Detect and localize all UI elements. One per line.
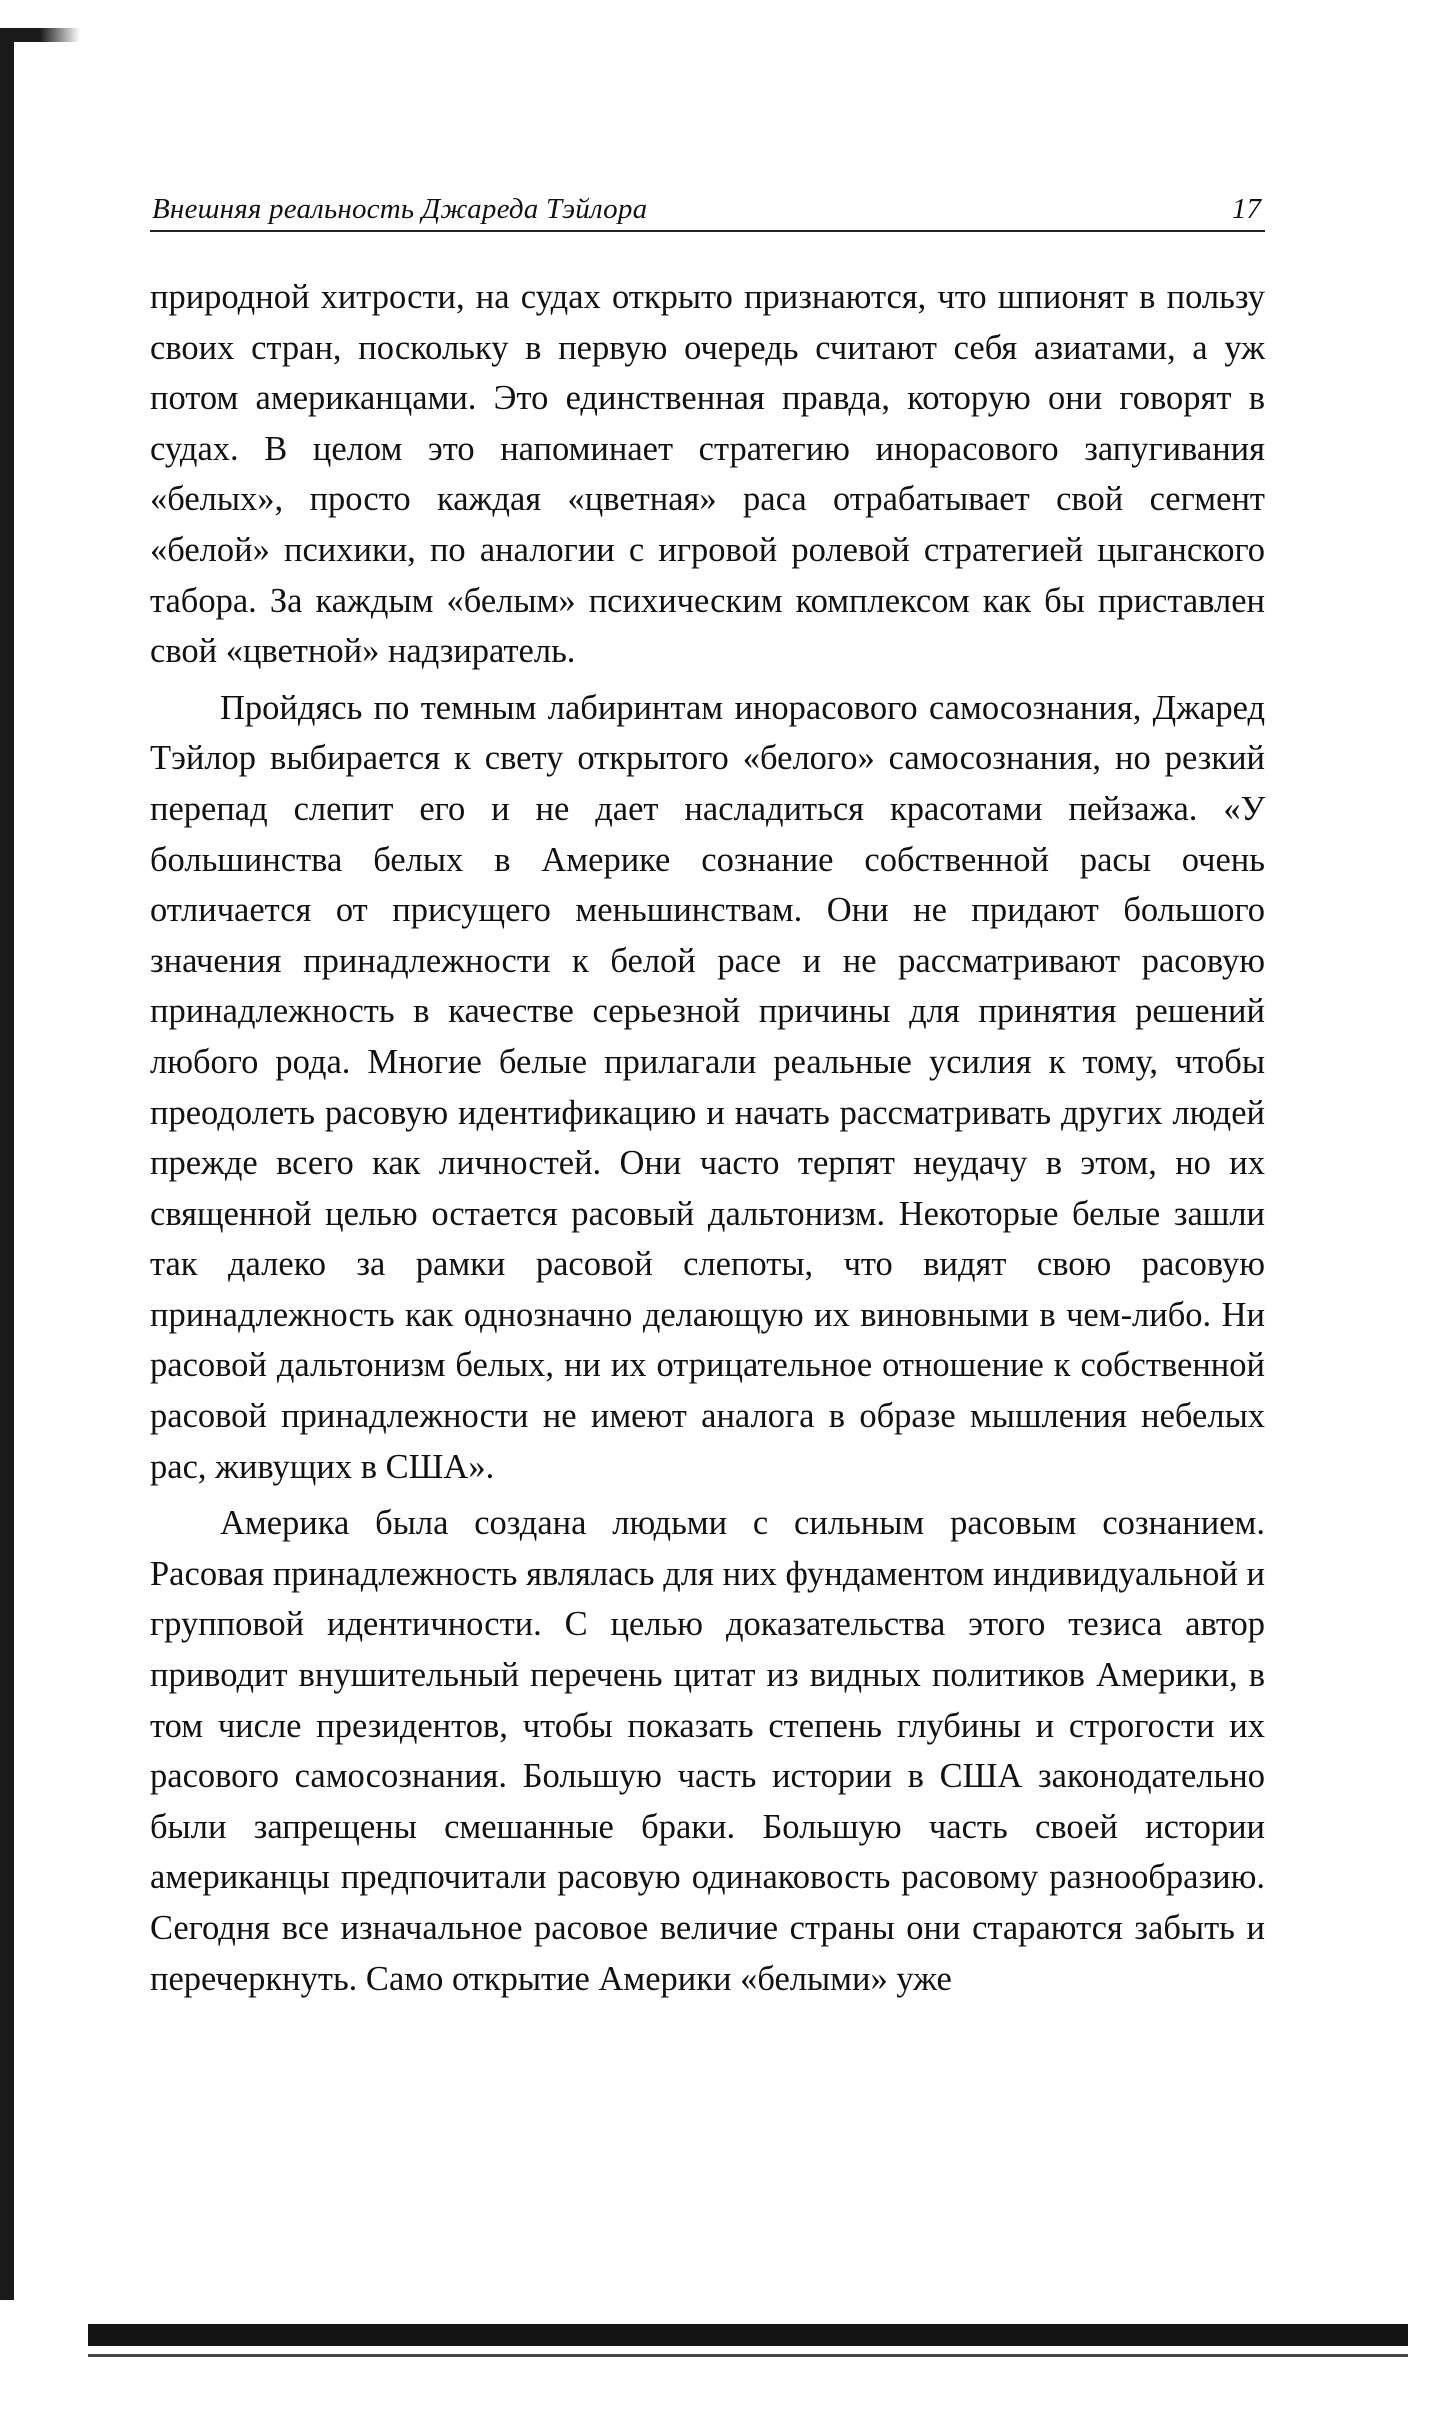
paragraph-3: Америка была создана людьми с сильным расовым сознанием. Расовая принадлежность являлась для них фундаментом индивидуальной и групповой идентичности. С целью доказательства этого тезиса автор приводит внушительный перечень цитат из видных политиков Америки, в том числе президентов, чтобы показать степень глубины и строгости их расового самосознания. Большую часть истории в США законодательно были запрещены смешанные браки. Большую часть своей истории американцы предпочитали расовую одинаковость расовому разнообразию. Сегодня все изначальное расовое величие страны они стараются забыть и перечеркнуть. Само открытие Америки «белыми» уже [150,1504,1265,1998]
page-number: 17 [1232,193,1261,225]
page-header [150,186,1265,232]
running-title: Внешняя реальность Джареда Тэйлора [152,193,648,225]
paragraph-2: Пройдясь по темным лабиринтам инорасового самосознания, Джаред Тэйлор выбирается к свету открытого «белого» самосознания, но резкий перепад слепит его и не дает насладиться красотами пейзажа. «У большинства белых в Америке сознание собственной расы очень отличается от присущего меньшинствам. Они не придают большого значения принадлежности к белой расе и не рассматривают расовую принадлежность в качестве серьезной причины для принятия решений любого рода. Многие белые прилагали реальные усилия к тому, чтобы преодолеть расовую идентификацию и начать рассматривать других людей прежде всего как личностей. Они часто терпят неудачу в этом, но их священной целью остается расовый дальтонизм. Некоторые белые зашли так далеко за рамки расовой слепоты, что видят свою расовую принадлежность как однозначно делающую их виновными в чем-либо. Ни расовой дальтонизм белых, ни их отрицательное отношение к собственной расовой принадлежности не имеют аналога в образе мышления небелых рас, живущих в США». [150,688,1265,1486]
page-body [150,272,1265,2004]
scan-edge-left [0,40,14,2300]
paragraph-1: природной хитрости, на судах открыто признаются, что шпионят в пользу своих стран, поскольку в первую очередь считают себя азиатами, а уж потом американцами. Это единственная правда, которую они говорят в судах. В целом это напоминает стратегию инорасового запугивания «белых», просто каждая «цветная» раса отрабатывает свой сегмент «белой» психики, по аналогии с игровой ролевой стратегией цыганского табора. За каждым «белым» психическим комплексом как бы приставлен свой «цветной» надзиратель. [150,278,1265,671]
scan-edge-bottom [88,2324,1408,2346]
scan-line-bottom [88,2354,1408,2357]
